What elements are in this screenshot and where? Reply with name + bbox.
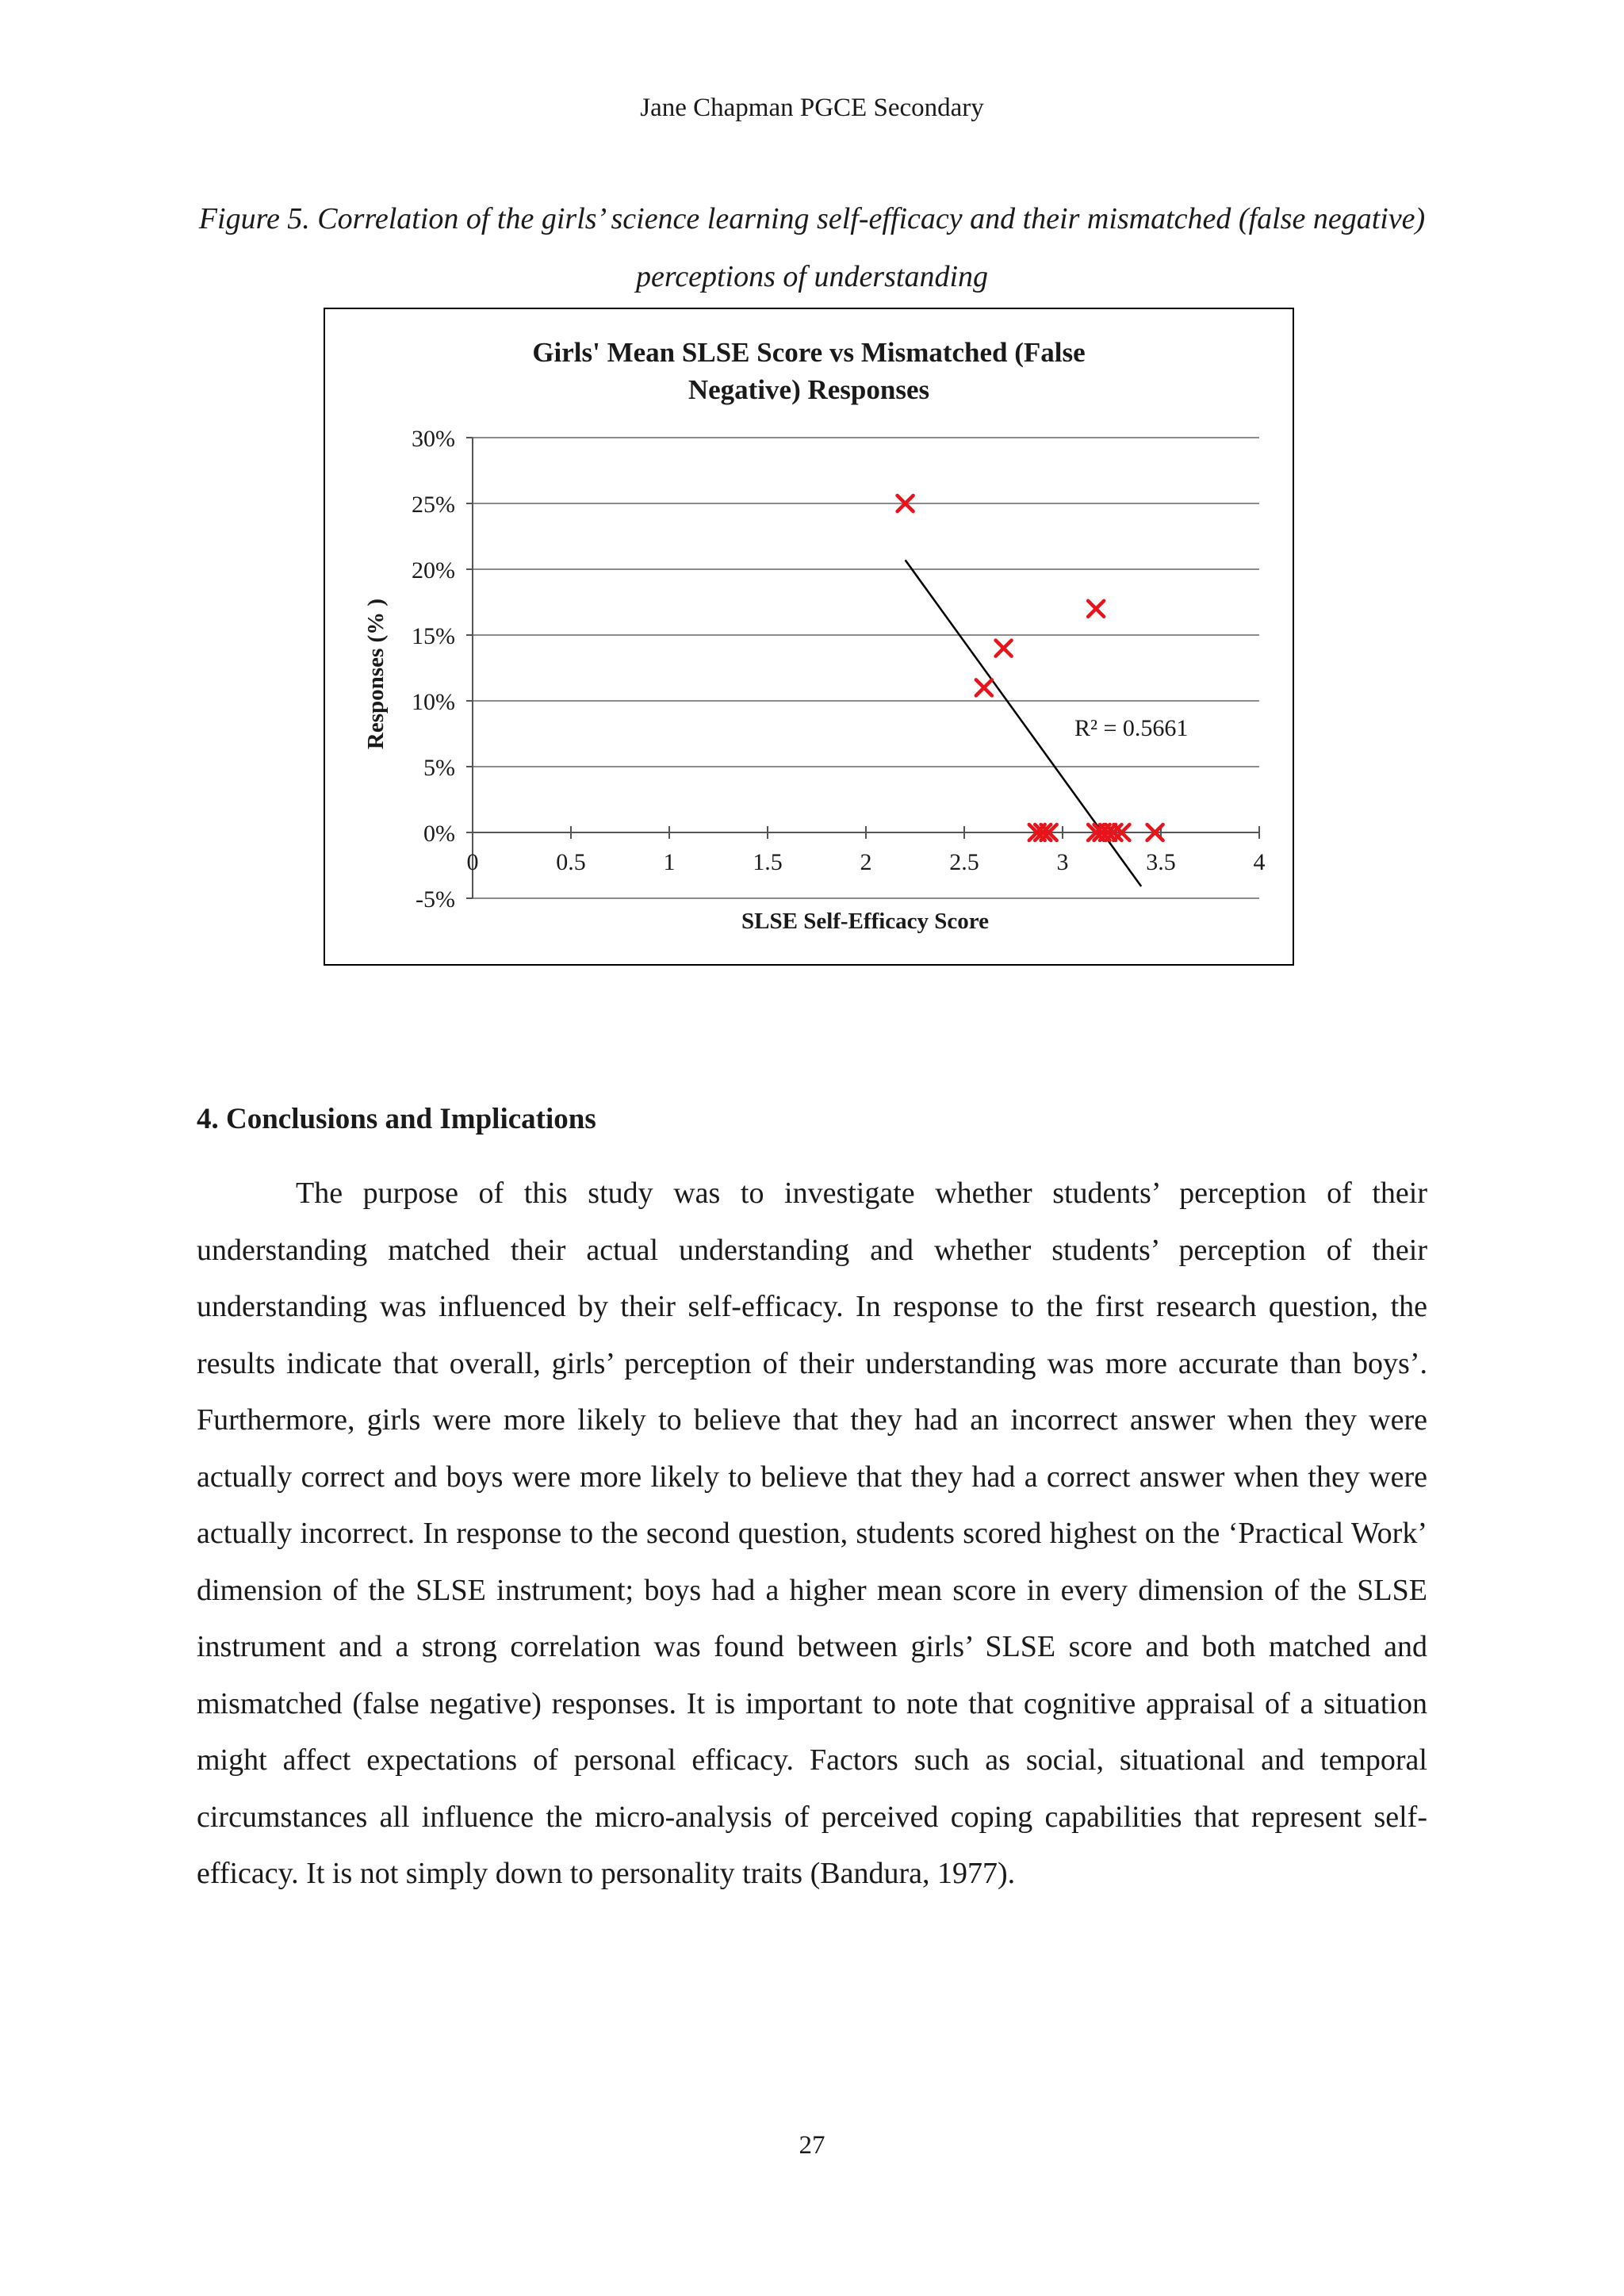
x-tick-label: 0 (466, 849, 479, 875)
x-tick-label: 4 (1253, 849, 1266, 875)
y-tick-label: 10% (412, 689, 455, 715)
body-paragraph: The purpose of this study was to investigate whether students’ perception of their understanding matched their actual understanding and whether students’ perception of their understanding was influenced by their self-efficacy. In response to the first research question, the results indicate that overall, girls’ perception of their understanding was more accurate than boys’. Furthermore, girls were more likely to believe that they had an incorrect answer when they were actually correct and boys were more likely to believe that they had a correct answer when they were actually incorrect. In response to the second question, students scored highest on the ‘Practical Work’ dimension of the SLSE instrument; boys had a higher mean score in every dimension of the SLSE instrument and a strong correlation was found between girls’ SLSE score and both matched and mismatched (false negative) responses. It is important to note that cognitive appraisal of a situation might affect expectations of personal efficacy. Factors such as social, situational and temporal circumstances all influence the micro-analysis of perceived coping capabilities that represent self-efficacy. It is not simply down to personality traits (Bandura, 1977). (197, 1177, 1427, 1890)
y-tick-label: -5% (416, 886, 455, 913)
y-tick-label: 25% (412, 492, 455, 518)
r-squared-label: R² = 0.5661 (1074, 715, 1189, 741)
scatter-chart (325, 309, 1296, 967)
x-tick-label: 3.5 (1146, 849, 1176, 875)
chart-frame (324, 308, 1294, 966)
x-tick-label: 0.5 (556, 849, 586, 875)
x-tick-label: 1.5 (753, 849, 783, 875)
y-tick-label: 15% (412, 623, 455, 649)
figure-caption: Figure 5. Correlation of the girls’ science learning self-efficacy and their mismatched (false negative) perceptions of understanding (198, 202, 1426, 293)
data-point (976, 679, 992, 695)
y-tick-label: 5% (423, 755, 455, 781)
chart-title-line1: Girls' Mean SLSE Score vs Mismatched (False (532, 337, 1086, 368)
running-header: Jane Chapman PGCE Secondary (640, 94, 984, 122)
section-heading: 4. Conclusions and Implications (197, 1103, 596, 1135)
x-axis-label: SLSE Self-Efficacy Score (741, 909, 989, 934)
x-tick-label: 2 (860, 849, 872, 875)
x-tick-label: 1 (663, 849, 676, 875)
y-tick-label: 30% (412, 426, 455, 452)
x-tick-label: 2.5 (949, 849, 979, 875)
y-axis-label: Responses (% ) (363, 598, 389, 750)
chart-title-line2: Negative) Responses (688, 374, 930, 405)
page-number: 27 (799, 2131, 825, 2160)
data-point (1088, 601, 1104, 617)
x-tick-label: 3 (1056, 849, 1069, 875)
data-point (996, 641, 1012, 656)
y-tick-label: 0% (423, 821, 455, 847)
y-tick-label: 20% (412, 557, 455, 584)
